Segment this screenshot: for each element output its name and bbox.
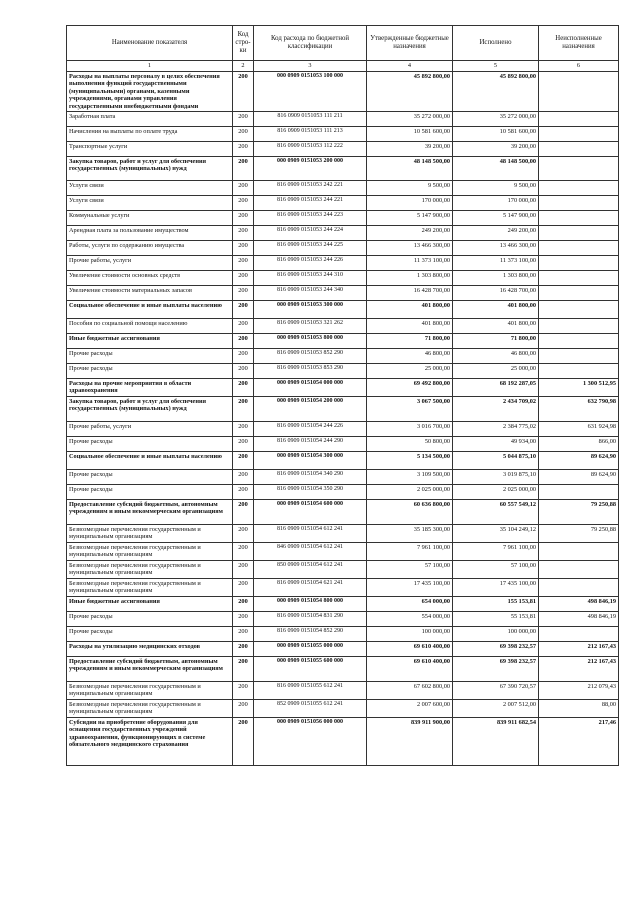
header-indicator-name: Наименование показателя: [67, 26, 233, 61]
line-code-cell: 200: [233, 422, 254, 437]
line-code-cell: 200: [233, 127, 254, 142]
unexecuted-amount-cell: [539, 72, 619, 112]
expense-code-cell: 000 0909 0151054 300 000: [254, 452, 367, 470]
indicator-name-cell: Прочие расходы: [67, 485, 233, 500]
unexecuted-amount-cell: [539, 561, 619, 579]
indicator-name-cell: Прочие расходы: [67, 612, 233, 627]
expense-code-cell: 000 0909 0151055 000 000: [254, 642, 367, 657]
indicator-name-cell: Прочие работы, услуги: [67, 422, 233, 437]
unexecuted-amount-cell: [539, 543, 619, 561]
executed-amount-cell: 839 911 682,54: [453, 718, 539, 766]
expense-code-cell: 816 0909 0151053 242 221: [254, 181, 367, 196]
approved-amount-cell: 5 134 500,00: [367, 452, 453, 470]
table-row: [67, 301, 619, 319]
indicator-name-cell: Заработная плата: [67, 112, 233, 127]
table-row: [67, 196, 619, 211]
expense-code-cell: 816 0909 0151053 852 290: [254, 349, 367, 364]
executed-amount-cell: 39 200,00: [453, 142, 539, 157]
expense-code-cell: 816 0909 0151053 244 221: [254, 196, 367, 211]
executed-amount-cell: 68 192 287,05: [453, 379, 539, 397]
approved-amount-cell: 35 272 000,00: [367, 112, 453, 127]
executed-amount-cell: 1 303 800,00: [453, 271, 539, 286]
indicator-name-cell: Безвозмездные перечисления государственным и муниципальным организациям: [67, 543, 233, 561]
expense-code-cell: 816 0909 0151054 244 290: [254, 437, 367, 452]
approved-amount-cell: 46 800,00: [367, 349, 453, 364]
table-row: [67, 364, 619, 379]
executed-amount-cell: 5 147 900,00: [453, 211, 539, 226]
unexecuted-amount-cell: [539, 319, 619, 334]
table-row: [67, 379, 619, 397]
approved-amount-cell: 9 500,00: [367, 181, 453, 196]
unexecuted-amount-cell: 217,46: [539, 718, 619, 766]
approved-amount-cell: 401 800,00: [367, 301, 453, 319]
unexecuted-amount-cell: 89 624,90: [539, 470, 619, 485]
table-row: [67, 112, 619, 127]
approved-amount-cell: 25 000,00: [367, 364, 453, 379]
indicator-name-cell: Социальное обеспечение и иные выплаты населению: [67, 452, 233, 470]
executed-amount-cell: 2 025 000,00: [453, 485, 539, 500]
approved-amount-cell: 17 435 100,00: [367, 579, 453, 597]
expense-code-cell: 816 0909 0151054 612 241: [254, 525, 367, 543]
approved-amount-cell: 249 200,00: [367, 226, 453, 241]
executed-amount-cell: 46 800,00: [453, 349, 539, 364]
column-number-row: [67, 61, 619, 72]
expense-code-cell: 852 0909 0151055 612 241: [254, 700, 367, 718]
line-code-cell: 200: [233, 112, 254, 127]
table-row: [67, 452, 619, 470]
executed-amount-cell: 2 434 709,02: [453, 397, 539, 422]
line-code-cell: 200: [233, 142, 254, 157]
header-executed: Исполнено: [453, 26, 539, 61]
executed-amount-cell: 2 384 775,02: [453, 422, 539, 437]
indicator-name-cell: Безвозмездные перечисления государственным и муниципальным организациям: [67, 579, 233, 597]
expense-code-cell: 816 0909 0151053 244 310: [254, 271, 367, 286]
table-row: [67, 271, 619, 286]
expenses-table: [66, 25, 619, 766]
line-code-cell: 200: [233, 196, 254, 211]
approved-amount-cell: 35 185 300,00: [367, 525, 453, 543]
approved-amount-cell: 654 000,00: [367, 597, 453, 612]
expense-code-cell: 816 0909 0151053 244 226: [254, 256, 367, 271]
expense-code-cell: 816 0909 0151053 321 262: [254, 319, 367, 334]
approved-amount-cell: 401 800,00: [367, 319, 453, 334]
executed-amount-cell: 13 466 300,00: [453, 241, 539, 256]
unexecuted-amount-cell: 212 079,43: [539, 682, 619, 700]
expense-code-cell: 816 0909 0151054 621 241: [254, 579, 367, 597]
executed-amount-cell: 11 373 100,00: [453, 256, 539, 271]
indicator-name-cell: Расходы на прочие мероприятия в области здравоохранения: [67, 379, 233, 397]
table-row: [67, 181, 619, 196]
approved-amount-cell: 7 961 100,00: [367, 543, 453, 561]
unexecuted-amount-cell: [539, 181, 619, 196]
approved-amount-cell: 48 148 500,00: [367, 157, 453, 181]
header-approved: Утвержденные бюджетные назначения: [367, 26, 453, 61]
executed-amount-cell: 3 019 875,10: [453, 470, 539, 485]
line-code-cell: 200: [233, 642, 254, 657]
table-row: [67, 579, 619, 597]
indicator-name-cell: Работы, услуги по содержанию имущества: [67, 241, 233, 256]
indicator-name-cell: Коммунальные услуги: [67, 211, 233, 226]
line-code-cell: 200: [233, 437, 254, 452]
table-body: [67, 72, 619, 766]
expense-code-cell: 816 0909 0151054 340 290: [254, 470, 367, 485]
unexecuted-amount-cell: [539, 196, 619, 211]
table-row: [67, 627, 619, 642]
unexecuted-amount-cell: 79 250,88: [539, 500, 619, 525]
executed-amount-cell: 60 557 549,12: [453, 500, 539, 525]
table-row: [67, 256, 619, 271]
approved-amount-cell: 11 373 100,00: [367, 256, 453, 271]
executed-amount-cell: 55 153,81: [453, 612, 539, 627]
executed-amount-cell: 25 000,00: [453, 364, 539, 379]
line-code-cell: 200: [233, 543, 254, 561]
executed-amount-cell: 401 800,00: [453, 301, 539, 319]
expense-code-cell: 816 0909 0151053 112 222: [254, 142, 367, 157]
column-number: 1: [67, 61, 233, 72]
unexecuted-amount-cell: [539, 349, 619, 364]
line-code-cell: 200: [233, 334, 254, 349]
approved-amount-cell: 10 581 600,00: [367, 127, 453, 142]
line-code-cell: 200: [233, 682, 254, 700]
expense-code-cell: 816 0909 0151053 853 290: [254, 364, 367, 379]
table-row: [67, 72, 619, 112]
table-row: [67, 286, 619, 301]
indicator-name-cell: Арендная плата за пользование имуществом: [67, 226, 233, 241]
indicator-name-cell: Расходы на утилизацию медицинских отходов: [67, 642, 233, 657]
line-code-cell: 200: [233, 470, 254, 485]
table-row: [67, 543, 619, 561]
executed-amount-cell: 155 153,81: [453, 597, 539, 612]
header-expense-code: Код расхода по бюджетной классификации: [254, 26, 367, 61]
unexecuted-amount-cell: [539, 301, 619, 319]
table-row: [67, 319, 619, 334]
executed-amount-cell: 2 007 512,00: [453, 700, 539, 718]
executed-amount-cell: 7 961 100,00: [453, 543, 539, 561]
line-code-cell: 200: [233, 561, 254, 579]
line-code-cell: 200: [233, 500, 254, 525]
expense-code-cell: 000 0909 0151054 800 000: [254, 597, 367, 612]
table-row: [67, 561, 619, 579]
expense-code-cell: 816 0909 0151053 244 223: [254, 211, 367, 226]
unexecuted-amount-cell: 498 846,19: [539, 597, 619, 612]
approved-amount-cell: 170 000,00: [367, 196, 453, 211]
line-code-cell: 200: [233, 657, 254, 682]
table-row: [67, 500, 619, 525]
line-code-cell: 200: [233, 718, 254, 766]
table-row: [67, 422, 619, 437]
expense-code-cell: 000 0909 0151055 600 000: [254, 657, 367, 682]
unexecuted-amount-cell: [539, 211, 619, 226]
line-code-cell: 200: [233, 627, 254, 642]
column-number: 2: [233, 61, 254, 72]
line-code-cell: 200: [233, 72, 254, 112]
approved-amount-cell: 839 911 900,00: [367, 718, 453, 766]
table-row: [67, 470, 619, 485]
line-code-cell: 200: [233, 485, 254, 500]
table-row: [67, 485, 619, 500]
executed-amount-cell: 401 800,00: [453, 319, 539, 334]
table-row: [67, 211, 619, 226]
unexecuted-amount-cell: [539, 271, 619, 286]
executed-amount-cell: 67 390 720,57: [453, 682, 539, 700]
line-code-cell: 200: [233, 319, 254, 334]
header-unexecuted: Неисполненные назначения: [539, 26, 619, 61]
indicator-name-cell: Прочие расходы: [67, 627, 233, 642]
table-row: [67, 525, 619, 543]
indicator-name-cell: Пособия по социальной помощи населению: [67, 319, 233, 334]
executed-amount-cell: 48 148 500,00: [453, 157, 539, 181]
executed-amount-cell: 170 000,00: [453, 196, 539, 211]
expense-code-cell: 816 0909 0151054 350 290: [254, 485, 367, 500]
executed-amount-cell: 49 934,00: [453, 437, 539, 452]
executed-amount-cell: 69 398 232,57: [453, 657, 539, 682]
indicator-name-cell: Прочие расходы: [67, 470, 233, 485]
approved-amount-cell: 2 025 000,00: [367, 485, 453, 500]
table-row: [67, 700, 619, 718]
executed-amount-cell: 9 500,00: [453, 181, 539, 196]
expense-code-cell: 816 0909 0151053 244 340: [254, 286, 367, 301]
column-number: 6: [539, 61, 619, 72]
expense-code-cell: 000 0909 0151054 000 000: [254, 379, 367, 397]
executed-amount-cell: 16 428 700,00: [453, 286, 539, 301]
unexecuted-amount-cell: [539, 241, 619, 256]
executed-amount-cell: 249 200,00: [453, 226, 539, 241]
table-row: [67, 349, 619, 364]
unexecuted-amount-cell: [539, 127, 619, 142]
column-number: 5: [453, 61, 539, 72]
expense-code-cell: 816 0909 0151053 244 224: [254, 226, 367, 241]
executed-amount-cell: 45 892 800,00: [453, 72, 539, 112]
unexecuted-amount-cell: [539, 627, 619, 642]
expense-code-cell: 816 0909 0151055 612 241: [254, 682, 367, 700]
indicator-name-cell: Транспортные услуги: [67, 142, 233, 157]
unexecuted-amount-cell: 88,00: [539, 700, 619, 718]
expense-code-cell: 850 0909 0151054 612 241: [254, 561, 367, 579]
executed-amount-cell: 35 272 000,00: [453, 112, 539, 127]
unexecuted-amount-cell: 498 846,19: [539, 612, 619, 627]
unexecuted-amount-cell: [539, 286, 619, 301]
executed-amount-cell: 100 000,00: [453, 627, 539, 642]
approved-amount-cell: 5 147 900,00: [367, 211, 453, 226]
indicator-name-cell: Увеличение стоимости основных средств: [67, 271, 233, 286]
table-row: [67, 397, 619, 422]
unexecuted-amount-cell: [539, 226, 619, 241]
expense-code-cell: 000 0909 0151056 000 000: [254, 718, 367, 766]
unexecuted-amount-cell: 866,00: [539, 437, 619, 452]
line-code-cell: 200: [233, 226, 254, 241]
expense-code-cell: 846 0909 0151054 612 241: [254, 543, 367, 561]
unexecuted-amount-cell: 79 250,88: [539, 525, 619, 543]
expense-code-cell: 000 0909 0151053 100 000: [254, 72, 367, 112]
table-row: [67, 718, 619, 766]
indicator-name-cell: Предоставление субсидий бюджетным, автономным учреждениям и иным некоммерческим организациям: [67, 500, 233, 525]
indicator-name-cell: Закупка товаров, работ и услуг для обеспечения государственных (муниципальных) нужд: [67, 157, 233, 181]
line-code-cell: 200: [233, 286, 254, 301]
table-row: [67, 226, 619, 241]
expense-code-cell: 000 0909 0151054 600 000: [254, 500, 367, 525]
unexecuted-amount-cell: 212 167,43: [539, 657, 619, 682]
unexecuted-amount-cell: [539, 364, 619, 379]
expense-code-cell: 816 0909 0151053 111 211: [254, 112, 367, 127]
approved-amount-cell: 100 000,00: [367, 627, 453, 642]
indicator-name-cell: Закупка товаров, работ и услуг для обеспечения государственных (муниципальных) нужд: [67, 397, 233, 422]
executed-amount-cell: 71 800,00: [453, 334, 539, 349]
indicator-name-cell: Прочие расходы: [67, 364, 233, 379]
approved-amount-cell: 45 892 800,00: [367, 72, 453, 112]
table-row: [67, 437, 619, 452]
line-code-cell: 200: [233, 241, 254, 256]
approved-amount-cell: 69 492 800,00: [367, 379, 453, 397]
unexecuted-amount-cell: [539, 256, 619, 271]
line-code-cell: 200: [233, 271, 254, 286]
expense-code-cell: 816 0909 0151054 244 226: [254, 422, 367, 437]
table-row: [67, 241, 619, 256]
header-line-code: Код стро-ки: [233, 26, 254, 61]
approved-amount-cell: 57 100,00: [367, 561, 453, 579]
executed-amount-cell: 5 044 875,10: [453, 452, 539, 470]
unexecuted-amount-cell: [539, 485, 619, 500]
line-code-cell: 200: [233, 256, 254, 271]
unexecuted-amount-cell: 631 924,98: [539, 422, 619, 437]
line-code-cell: 200: [233, 157, 254, 181]
indicator-name-cell: Расходы на выплаты персоналу в целях обеспечения выполнения функций государственными (муниципальными) органами, казенными учреждениями, органами управления государственными внебюджетными фондами: [67, 72, 233, 112]
unexecuted-amount-cell: [539, 579, 619, 597]
expense-code-cell: 816 0909 0151053 111 213: [254, 127, 367, 142]
approved-amount-cell: 2 007 600,00: [367, 700, 453, 718]
indicator-name-cell: Начисления на выплаты по оплате труда: [67, 127, 233, 142]
approved-amount-cell: 50 800,00: [367, 437, 453, 452]
line-code-cell: 200: [233, 597, 254, 612]
unexecuted-amount-cell: 1 300 512,95: [539, 379, 619, 397]
indicator-name-cell: Безвозмездные перечисления государственным и муниципальным организациям: [67, 525, 233, 543]
approved-amount-cell: 3 109 500,00: [367, 470, 453, 485]
line-code-cell: 200: [233, 452, 254, 470]
indicator-name-cell: Прочие расходы: [67, 349, 233, 364]
expense-code-cell: 000 0909 0151053 300 000: [254, 301, 367, 319]
indicator-name-cell: Услуги связи: [67, 181, 233, 196]
approved-amount-cell: 39 200,00: [367, 142, 453, 157]
table-row: [67, 142, 619, 157]
table-row: [67, 657, 619, 682]
unexecuted-amount-cell: [539, 112, 619, 127]
approved-amount-cell: 13 466 300,00: [367, 241, 453, 256]
line-code-cell: 200: [233, 211, 254, 226]
expense-code-cell: 000 0909 0151053 200 000: [254, 157, 367, 181]
header-row: [67, 26, 619, 61]
expense-code-cell: 000 0909 0151053 800 000: [254, 334, 367, 349]
approved-amount-cell: 3 067 500,00: [367, 397, 453, 422]
indicator-name-cell: Услуги связи: [67, 196, 233, 211]
column-number: 3: [254, 61, 367, 72]
unexecuted-amount-cell: 212 167,43: [539, 642, 619, 657]
approved-amount-cell: 3 016 700,00: [367, 422, 453, 437]
approved-amount-cell: 60 636 800,00: [367, 500, 453, 525]
unexecuted-amount-cell: [539, 142, 619, 157]
unexecuted-amount-cell: [539, 157, 619, 181]
column-number: 4: [367, 61, 453, 72]
table-row: [67, 612, 619, 627]
approved-amount-cell: 16 428 700,00: [367, 286, 453, 301]
line-code-cell: 200: [233, 525, 254, 543]
approved-amount-cell: 69 610 400,00: [367, 657, 453, 682]
line-code-cell: 200: [233, 612, 254, 627]
expense-code-cell: 816 0909 0151054 852 290: [254, 627, 367, 642]
approved-amount-cell: 69 610 400,00: [367, 642, 453, 657]
indicator-name-cell: Иные бюджетные ассигнования: [67, 597, 233, 612]
executed-amount-cell: 57 100,00: [453, 561, 539, 579]
line-code-cell: 200: [233, 349, 254, 364]
line-code-cell: 200: [233, 379, 254, 397]
indicator-name-cell: Увеличение стоимости материальных запасов: [67, 286, 233, 301]
indicator-name-cell: Безвозмездные перечисления государственным и муниципальным организациям: [67, 700, 233, 718]
line-code-cell: 200: [233, 181, 254, 196]
line-code-cell: 200: [233, 700, 254, 718]
approved-amount-cell: 71 800,00: [367, 334, 453, 349]
unexecuted-amount-cell: 89 624,90: [539, 452, 619, 470]
indicator-name-cell: Прочие работы, услуги: [67, 256, 233, 271]
line-code-cell: 200: [233, 397, 254, 422]
expense-code-cell: 816 0909 0151053 244 225: [254, 241, 367, 256]
approved-amount-cell: 67 602 800,00: [367, 682, 453, 700]
indicator-name-cell: Субсидии на приобретение оборудования для оснащения государственных учреждений здравоохранения, функционирующих в системе обязательного медицинского страхования: [67, 718, 233, 766]
table-row: [67, 642, 619, 657]
line-code-cell: 200: [233, 301, 254, 319]
indicator-name-cell: Социальное обеспечение и иные выплаты населению: [67, 301, 233, 319]
approved-amount-cell: 554 000,00: [367, 612, 453, 627]
table-row: [67, 127, 619, 142]
unexecuted-amount-cell: [539, 334, 619, 349]
table-row: [67, 597, 619, 612]
unexecuted-amount-cell: 632 790,98: [539, 397, 619, 422]
line-code-cell: 200: [233, 579, 254, 597]
expense-code-cell: 000 0909 0151054 200 000: [254, 397, 367, 422]
executed-amount-cell: 10 581 600,00: [453, 127, 539, 142]
executed-amount-cell: 35 104 249,12: [453, 525, 539, 543]
table-row: [67, 334, 619, 349]
table-row: [67, 157, 619, 181]
line-code-cell: 200: [233, 364, 254, 379]
executed-amount-cell: 69 398 232,57: [453, 642, 539, 657]
executed-amount-cell: 17 435 100,00: [453, 579, 539, 597]
indicator-name-cell: Безвозмездные перечисления государственным и муниципальным организациям: [67, 561, 233, 579]
expense-code-cell: 816 0909 0151054 831 290: [254, 612, 367, 627]
table-row: [67, 682, 619, 700]
indicator-name-cell: Иные бюджетные ассигнования: [67, 334, 233, 349]
indicator-name-cell: Предоставление субсидий бюджетным, автономным учреждениям и иным некоммерческим организациям: [67, 657, 233, 682]
approved-amount-cell: 1 303 800,00: [367, 271, 453, 286]
indicator-name-cell: Прочие расходы: [67, 437, 233, 452]
indicator-name-cell: Безвозмездные перечисления государственным и муниципальным организациям: [67, 682, 233, 700]
